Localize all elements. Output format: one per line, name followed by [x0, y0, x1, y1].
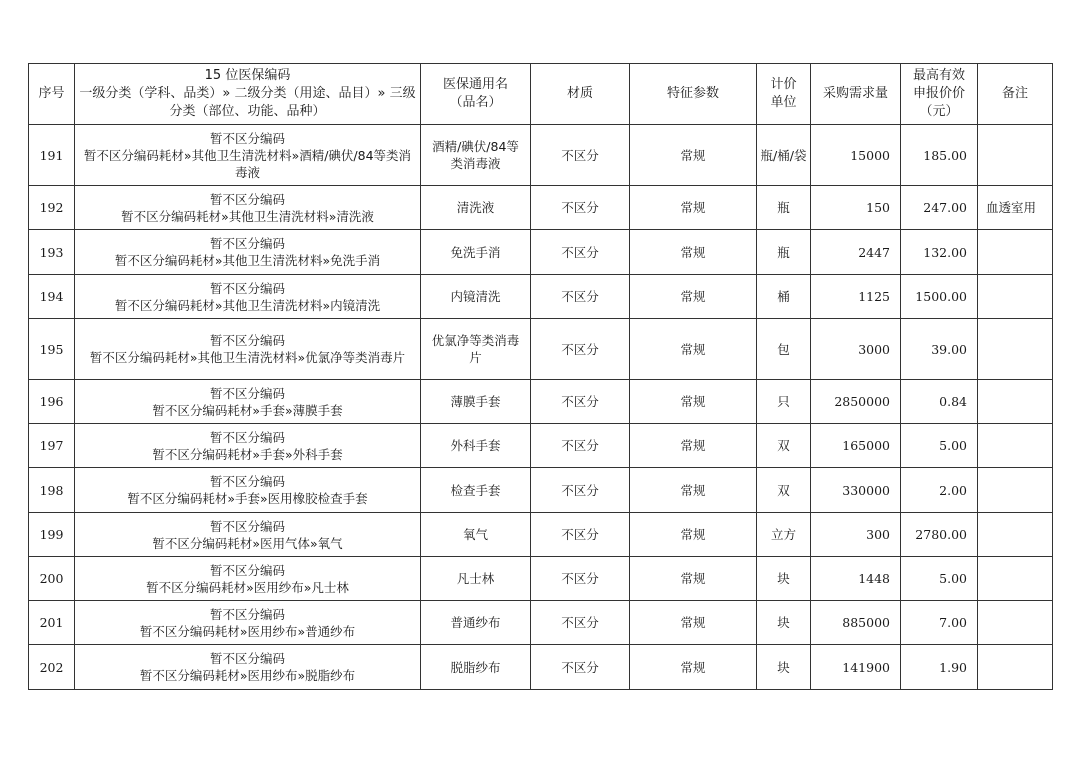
cell-spec: 常规 [630, 319, 757, 380]
cell-remark [978, 319, 1053, 380]
cell-spec: 常规 [630, 275, 757, 319]
cell-spec: 常规 [630, 380, 757, 424]
table-row [29, 645, 1053, 690]
cell-code-line1: 暂不区分编码 [209, 429, 285, 445]
cell-remark [978, 601, 1053, 645]
cell-code-line2: 暂不区分编码耗材»其他卫生清洗材料»优氯净等类消毒片 [89, 350, 406, 365]
header-unit-line1: 计价 [770, 77, 797, 92]
cell-code-line1: 暂不区分编码 [209, 236, 285, 251]
header-name [421, 64, 531, 125]
cell-spec: 常规 [630, 125, 757, 186]
cell-index: 192 [29, 186, 75, 230]
cell-qty: 150 [811, 186, 901, 230]
cell-price: 5.00 [901, 424, 978, 468]
cell-unit: 立方 [757, 513, 811, 557]
cell-price: 247.00 [901, 186, 978, 230]
cell-remark [978, 468, 1053, 513]
cell-name: 外科手套 [421, 424, 531, 468]
cell-index: 201 [29, 601, 75, 645]
cell-remark: 血透室用 [978, 186, 1053, 230]
cell-qty: 330000 [811, 468, 901, 513]
header-name-line2: （品名） [449, 95, 502, 110]
header-unit-line2: 单位 [770, 95, 797, 110]
cell-material: 不区分 [531, 186, 630, 230]
cell-unit: 双 [757, 468, 811, 513]
cell-code-line1: 暂不区分编码 [209, 333, 285, 348]
cell-qty: 2447 [811, 230, 901, 275]
cell-material: 不区分 [531, 601, 630, 645]
cell-code-line1: 暂不区分编码 [209, 280, 285, 296]
cell-index: 202 [29, 645, 75, 690]
cell-name: 脱脂纱布 [421, 645, 531, 690]
cell-material: 不区分 [531, 513, 630, 557]
cell-unit: 瓶 [757, 186, 811, 230]
cell-price: 1.90 [901, 645, 978, 690]
cell-spec: 常规 [630, 557, 757, 601]
cell-name: 薄膜手套 [421, 380, 531, 424]
cell-material: 不区分 [531, 125, 630, 186]
header-name-line1: 医保通用名 [442, 77, 508, 92]
cell-unit: 瓶 [757, 230, 811, 275]
cell-name: 普通纱布 [421, 601, 531, 645]
cell-name: 氧气 [421, 513, 531, 557]
cell-code-line2: 暂不区分编码耗材»医用气体»氧气 [152, 535, 343, 551]
cell-spec: 常规 [630, 424, 757, 468]
cell-qty: 15000 [811, 125, 901, 186]
cell-index: 199 [29, 513, 75, 557]
cell-unit: 包 [757, 319, 811, 380]
header-material: 材质 [531, 64, 630, 125]
cell-qty: 885000 [811, 601, 901, 645]
header-index: 序号 [29, 64, 75, 125]
cell-price: 39.00 [901, 319, 978, 380]
cell-qty: 141900 [811, 645, 901, 690]
cell-code-line2: 暂不区分编码耗材»其他卫生清洗材料»酒精/碘伏/84等类消毒液 [83, 147, 412, 180]
header-code-subtitle: 一级分类（学科、品类）» 二级分类（用途、品目）» 三级分类（部位、功能、品种） [79, 86, 416, 119]
cell-material: 不区分 [531, 645, 630, 690]
cell-code-line2: 暂不区分编码耗材»其他卫生清洗材料»内镜清洗 [114, 297, 381, 313]
cell-index: 197 [29, 424, 75, 468]
table-row [29, 557, 1053, 601]
table-row [29, 601, 1053, 645]
table-row [29, 468, 1053, 513]
cell-name: 内镜清洗 [421, 275, 531, 319]
cell-code [75, 468, 421, 513]
cell-material: 不区分 [531, 275, 630, 319]
cell-code [75, 230, 421, 275]
table-row [29, 380, 1053, 424]
cell-unit: 桶 [757, 275, 811, 319]
cell-code-line2: 暂不区分编码耗材»医用纱布»普通纱布 [139, 623, 356, 639]
cell-code-line2: 暂不区分编码耗材»手套»外科手套 [152, 446, 343, 462]
cell-code [75, 125, 421, 186]
header-code [75, 64, 421, 125]
cell-index: 191 [29, 125, 75, 186]
cell-code-line1: 暂不区分编码 [209, 385, 285, 401]
cell-remark [978, 275, 1053, 319]
cell-remark [978, 424, 1053, 468]
cell-code [75, 186, 421, 230]
cell-spec: 常规 [630, 186, 757, 230]
cell-index: 198 [29, 468, 75, 513]
cell-price: 1500.00 [901, 275, 978, 319]
cell-code [75, 601, 421, 645]
procurement-table [28, 63, 1053, 690]
cell-index: 200 [29, 557, 75, 601]
table-header-row [29, 64, 1053, 125]
header-price-line2: 申报价价 [912, 86, 965, 101]
cell-material: 不区分 [531, 424, 630, 468]
cell-remark [978, 230, 1053, 275]
cell-index: 195 [29, 319, 75, 380]
cell-price: 2780.00 [901, 513, 978, 557]
cell-code [75, 319, 421, 380]
cell-price: 132.00 [901, 230, 978, 275]
table-row [29, 513, 1053, 557]
cell-unit: 块 [757, 601, 811, 645]
cell-unit: 瓶/桶/袋 [757, 125, 811, 186]
cell-code [75, 424, 421, 468]
cell-material: 不区分 [531, 230, 630, 275]
cell-material: 不区分 [531, 380, 630, 424]
cell-price: 185.00 [901, 125, 978, 186]
cell-unit: 块 [757, 557, 811, 601]
cell-qty: 1448 [811, 557, 901, 601]
cell-price: 2.00 [901, 468, 978, 513]
header-qty: 采购需求量 [811, 64, 901, 125]
cell-price: 7.00 [901, 601, 978, 645]
cell-code [75, 380, 421, 424]
cell-spec: 常规 [630, 468, 757, 513]
header-spec: 特征参数 [630, 64, 757, 125]
cell-qty: 300 [811, 513, 901, 557]
header-price-line3: （元） [919, 104, 959, 119]
cell-code-line1: 暂不区分编码 [209, 518, 285, 534]
cell-unit: 块 [757, 645, 811, 690]
cell-price: 5.00 [901, 557, 978, 601]
cell-qty: 2850000 [811, 380, 901, 424]
cell-code-line1: 暂不区分编码 [209, 474, 285, 489]
cell-spec: 常规 [630, 513, 757, 557]
cell-name: 优氯净等类消毒片 [421, 319, 531, 380]
cell-index: 193 [29, 230, 75, 275]
cell-name: 凡士林 [421, 557, 531, 601]
cell-code [75, 645, 421, 690]
cell-spec: 常规 [630, 230, 757, 275]
cell-code-line2: 暂不区分编码耗材»医用纱布»凡士林 [146, 579, 349, 595]
header-price [901, 64, 978, 125]
cell-code [75, 557, 421, 601]
cell-name: 检查手套 [421, 468, 531, 513]
cell-qty: 165000 [811, 424, 901, 468]
header-code-title: 15 位医保编码 [204, 68, 291, 83]
header-remark: 备注 [978, 64, 1053, 125]
cell-material: 不区分 [531, 557, 630, 601]
cell-code-line1: 暂不区分编码 [209, 562, 285, 578]
cell-material: 不区分 [531, 468, 630, 513]
cell-code-line1: 暂不区分编码 [209, 651, 285, 666]
cell-code-line1: 暂不区分编码 [209, 130, 285, 146]
cell-remark [978, 380, 1053, 424]
cell-unit: 双 [757, 424, 811, 468]
cell-price: 0.84 [901, 380, 978, 424]
table-row [29, 230, 1053, 275]
cell-remark [978, 125, 1053, 186]
cell-code-line1: 暂不区分编码 [209, 606, 285, 622]
table-row [29, 319, 1053, 380]
cell-code-line2: 暂不区分编码耗材»医用纱布»脱脂纱布 [139, 668, 356, 683]
cell-qty: 3000 [811, 319, 901, 380]
cell-code [75, 275, 421, 319]
header-unit [757, 64, 811, 125]
cell-remark [978, 645, 1053, 690]
cell-code-line2: 暂不区分编码耗材»手套»薄膜手套 [152, 402, 343, 418]
cell-name: 清洗液 [421, 186, 531, 230]
procurement-table-sheet [28, 63, 1053, 690]
cell-index: 196 [29, 380, 75, 424]
table-row [29, 125, 1053, 186]
cell-code-line2: 暂不区分编码耗材»手套»医用橡胶检查手套 [127, 491, 368, 506]
header-price-line1: 最高有效 [912, 68, 965, 83]
table-row [29, 424, 1053, 468]
cell-unit: 只 [757, 380, 811, 424]
cell-code-line2: 暂不区分编码耗材»其他卫生清洗材料»免洗手消 [114, 253, 381, 268]
cell-name: 免洗手消 [421, 230, 531, 275]
cell-spec: 常规 [630, 601, 757, 645]
cell-code-line1: 暂不区分编码 [209, 191, 285, 207]
cell-qty: 1125 [811, 275, 901, 319]
table-row [29, 275, 1053, 319]
table-row [29, 186, 1053, 230]
cell-name: 酒精/碘伏/84等类消毒液 [421, 125, 531, 186]
cell-remark [978, 557, 1053, 601]
cell-remark [978, 513, 1053, 557]
cell-index: 194 [29, 275, 75, 319]
cell-material: 不区分 [531, 319, 630, 380]
cell-code-line2: 暂不区分编码耗材»其他卫生清洗材料»清洗液 [121, 208, 374, 224]
cell-code [75, 513, 421, 557]
cell-spec: 常规 [630, 645, 757, 690]
